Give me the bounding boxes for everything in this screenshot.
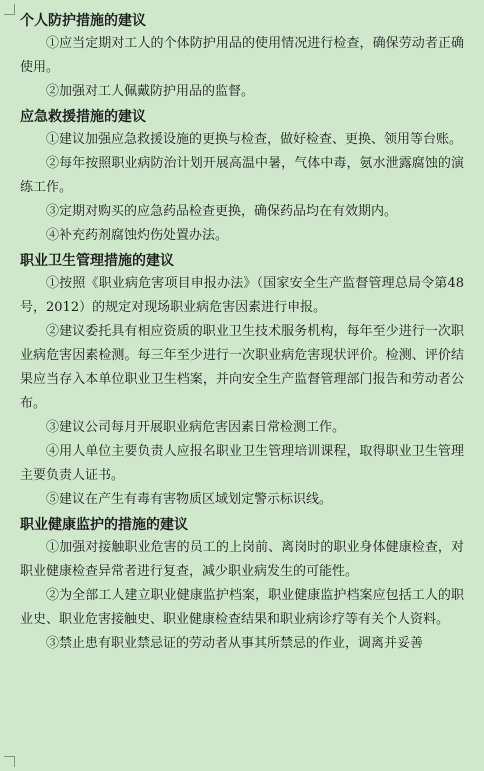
- paragraph: ①应当定期对工人的个体防护用品的使用情况进行检查，确保劳动者正确使用。: [20, 36, 464, 75]
- document-body: [20, 10, 464, 656]
- paragraph: ②为全部工人建立职业健康监护档案，职业健康监护档案应包括工人的职业史、职业危害接触史、职业健康检查结果和职业病诊疗等有关个人资料。: [20, 588, 464, 627]
- paragraph: ②建议委托具有相应资质的职业卫生技术服务机构，每年至少进行一次职业病危害因素检测。每三年至少进行一次职业病危害现状评价。检测、评价结果应当存入本单位职业卫生档案，并向安全生产监督管理部门报告和劳动者公布。: [20, 324, 464, 411]
- paragraph: ③建议公司每月开展职业病危害因素日常检测工作。: [46, 420, 346, 435]
- section: [20, 10, 464, 104]
- paragraph: ①建议加强应急救援设施的更换与检查，做好检查、更换、领用等台账。: [46, 132, 463, 147]
- paragraph: ③禁止患有职业禁忌证的劳动者从事其所禁忌的作业，调离并妥善: [46, 636, 424, 651]
- paragraph: ④补充药剂腐蚀灼伤处置办法。: [46, 228, 229, 243]
- section-heading: 职业卫生管理措施的建议: [20, 253, 174, 269]
- section-heading: 个人防护措施的建议: [20, 13, 146, 29]
- section-heading: 应急救援措施的建议: [20, 109, 146, 125]
- section: [20, 514, 464, 656]
- margin-corner-mark: [4, 756, 15, 767]
- paragraph: ②加强对工人佩戴防护用品的监督。: [46, 84, 255, 99]
- section: [20, 106, 464, 248]
- paragraph: ④用人单位主要负责人应报名职业卫生管理培训课程，取得职业卫生管理主要负责人证书。: [20, 444, 464, 483]
- paragraph: ⑤建议在产生有毒有害物质区域划定警示标识线。: [46, 492, 333, 507]
- section: [20, 250, 464, 512]
- section-heading: 职业健康监护的措施的建议: [20, 517, 188, 533]
- paragraph: ①按照《职业病危害项目申报办法》（国家安全生产监督管理总局令第48号，2012）的规定对现场职业病危害因素进行申报。: [20, 276, 464, 315]
- paragraph: ②每年按照职业病防治计划开展高温中暑，气体中毒，氨水泄露腐蚀的演练工作。: [20, 156, 464, 195]
- paragraph: ③定期对购买的应急药品检查更换，确保药品均在有效期内。: [46, 204, 398, 219]
- margin-corner-mark: [4, 4, 15, 15]
- paragraph: ①加强对接触职业危害的员工的上岗前、离岗时的职业身体健康检查，对职业健康检查异常者进行复查，减少职业病发生的可能性。: [20, 540, 464, 579]
